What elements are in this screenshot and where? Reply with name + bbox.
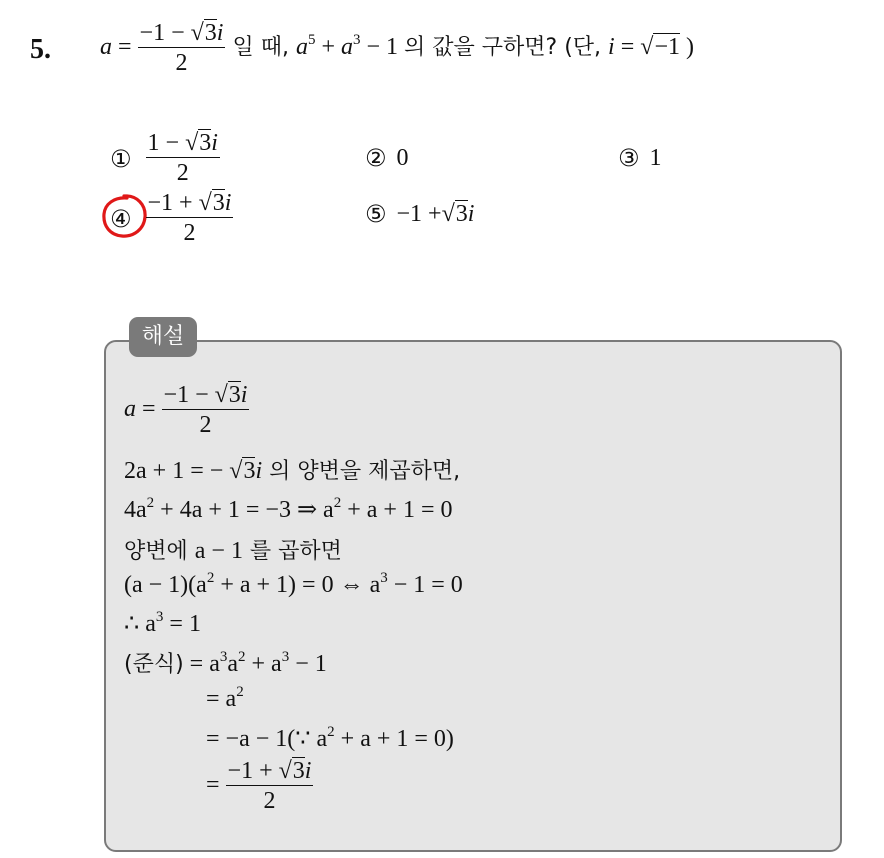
fraction — [138, 20, 226, 77]
sqrt: √3 — [229, 458, 256, 484]
choice-marker: ② — [365, 144, 387, 172]
choice-marker: ③ — [618, 144, 640, 172]
solution-line-3 — [124, 495, 452, 524]
fraction-denominator: 2 — [138, 47, 226, 77]
fraction — [146, 190, 234, 247]
korean-text: (준식) — [124, 652, 184, 677]
exponent: 2 — [327, 724, 335, 740]
var-i: i — [608, 34, 615, 61]
expression: ∴ a — [124, 611, 156, 637]
solution-line-5 — [124, 572, 463, 599]
question-number: 5. — [30, 34, 51, 65]
korean-text: 양변에 — [124, 539, 195, 564]
expression: = −a − 1(∵ a — [206, 726, 328, 752]
choice-2[interactable] — [365, 144, 409, 172]
solution-line-9 — [206, 724, 454, 753]
exponent: 2 — [206, 570, 215, 586]
sqrt: √3 — [198, 190, 225, 216]
choice-marker: ④ — [110, 204, 132, 233]
imaginary-unit: i — [255, 458, 263, 484]
solution-line-8 — [206, 686, 244, 713]
exponent: 3 — [219, 649, 228, 665]
imaginary-unit: i — [224, 190, 232, 216]
imaginary-unit: i — [211, 130, 218, 156]
close-paren: ) — [679, 34, 694, 61]
expression: = a — [206, 686, 237, 712]
solution-line-6 — [124, 609, 201, 638]
numerator-text: −1 + — [227, 758, 279, 784]
minus-one: − 1 — [360, 34, 405, 61]
equals-sign: = — [206, 772, 226, 799]
solution-line-7 — [124, 647, 327, 678]
fraction — [162, 382, 250, 439]
choice-marker: ① — [110, 144, 132, 173]
radicand: −1 — [654, 34, 680, 61]
expression: a − 1 — [194, 538, 243, 564]
equals-sign: = — [112, 34, 138, 61]
fraction-numerator — [138, 20, 226, 47]
korean-text: 의 양변을 제곱하면, — [262, 459, 461, 484]
expression: (a − 1)(a — [124, 572, 207, 598]
solution-line-10 — [206, 758, 313, 815]
expression: 4a — [124, 497, 147, 523]
sqrt: √3 — [190, 20, 217, 46]
exponent: 3 — [353, 32, 361, 49]
fraction-denominator: 2 — [146, 157, 220, 187]
expression: + a + 1 = 0 — [341, 497, 453, 523]
fraction-numerator — [162, 382, 250, 409]
sqrt: √−1 — [640, 34, 680, 61]
imaginary-unit: i — [240, 382, 248, 408]
numerator-text: 1 − — [147, 130, 186, 156]
solution-line-1 — [124, 382, 249, 439]
solution-label: 해설 — [129, 317, 197, 357]
choice-4[interactable] — [110, 190, 233, 247]
numerator-text: −1 − — [163, 382, 215, 408]
expression: + 4a + 1 = −3 ⇒ a — [154, 497, 334, 523]
numerator-text: −1 − — [139, 20, 191, 46]
var-a: a — [124, 396, 136, 423]
sqrt: √3 — [278, 758, 305, 784]
var-a: a — [295, 34, 308, 61]
expression: a — [227, 651, 239, 677]
solution-line-4 — [124, 534, 342, 565]
imaginary-unit: i — [304, 758, 312, 784]
exponent: 3 — [281, 649, 290, 665]
equals-sign: = — [614, 34, 641, 61]
expression: 2a + 1 = − — [124, 458, 230, 484]
sqrt: √3 — [185, 130, 212, 156]
expression: = 1 — [163, 611, 201, 637]
sqrt: √3 — [441, 200, 468, 227]
plus-sign: + — [315, 34, 341, 61]
fraction-numerator — [226, 758, 314, 785]
choice-value: 0 — [396, 144, 409, 171]
radicand: 3 — [243, 458, 256, 484]
choice-5[interactable] — [365, 200, 474, 228]
fraction-denominator: 2 — [226, 785, 314, 815]
fraction-numerator — [146, 130, 220, 157]
imaginary-unit: i — [467, 200, 475, 227]
radicand: 3 — [212, 190, 225, 216]
numerator-text: −1 + — [147, 190, 199, 216]
choice-1[interactable] — [110, 130, 220, 187]
exponent: 3 — [380, 570, 388, 586]
exponent: 3 — [155, 609, 164, 625]
fraction — [226, 758, 314, 815]
expression: = a — [183, 651, 220, 677]
var-a: a — [341, 34, 353, 61]
text-find: 의 값을 구하면? (단, — [404, 35, 609, 61]
radicand: 3 — [292, 758, 305, 784]
radicand: 3 — [199, 130, 212, 156]
equals-sign: = — [136, 396, 162, 423]
text-when: 일 때, — [225, 35, 296, 61]
var-a: a — [100, 34, 112, 61]
radicand: 3 — [455, 200, 468, 227]
exponent: 2 — [146, 495, 155, 511]
solution-line-2 — [124, 454, 460, 485]
radicand: 3 — [204, 20, 217, 46]
expression: + a — [245, 651, 282, 677]
exponent: 2 — [236, 684, 244, 700]
exponent: 2 — [238, 649, 246, 665]
radicand: 3 — [228, 382, 241, 408]
imaginary-unit: i — [216, 20, 224, 46]
choice-value: −1 + — [396, 200, 442, 227]
fraction-denominator: 2 — [162, 409, 250, 439]
question-text — [100, 20, 694, 77]
expression: + a + 1 = 0) — [334, 726, 454, 752]
fraction-denominator: 2 — [146, 217, 234, 247]
expression: + a + 1) = 0 ⇔ a — [214, 572, 381, 598]
expression: − 1 = 0 — [387, 572, 463, 598]
choice-marker: ⑤ — [365, 200, 387, 228]
choice-value: 1 — [649, 144, 662, 171]
korean-text: 를 곱하면 — [242, 539, 342, 564]
fraction-numerator — [146, 190, 234, 217]
fraction — [146, 130, 220, 187]
expression: − 1 — [289, 651, 327, 677]
choice-3[interactable] — [618, 144, 662, 172]
exponent: 2 — [333, 495, 342, 511]
sqrt: √3 — [214, 382, 241, 408]
exponent: 5 — [307, 32, 316, 49]
